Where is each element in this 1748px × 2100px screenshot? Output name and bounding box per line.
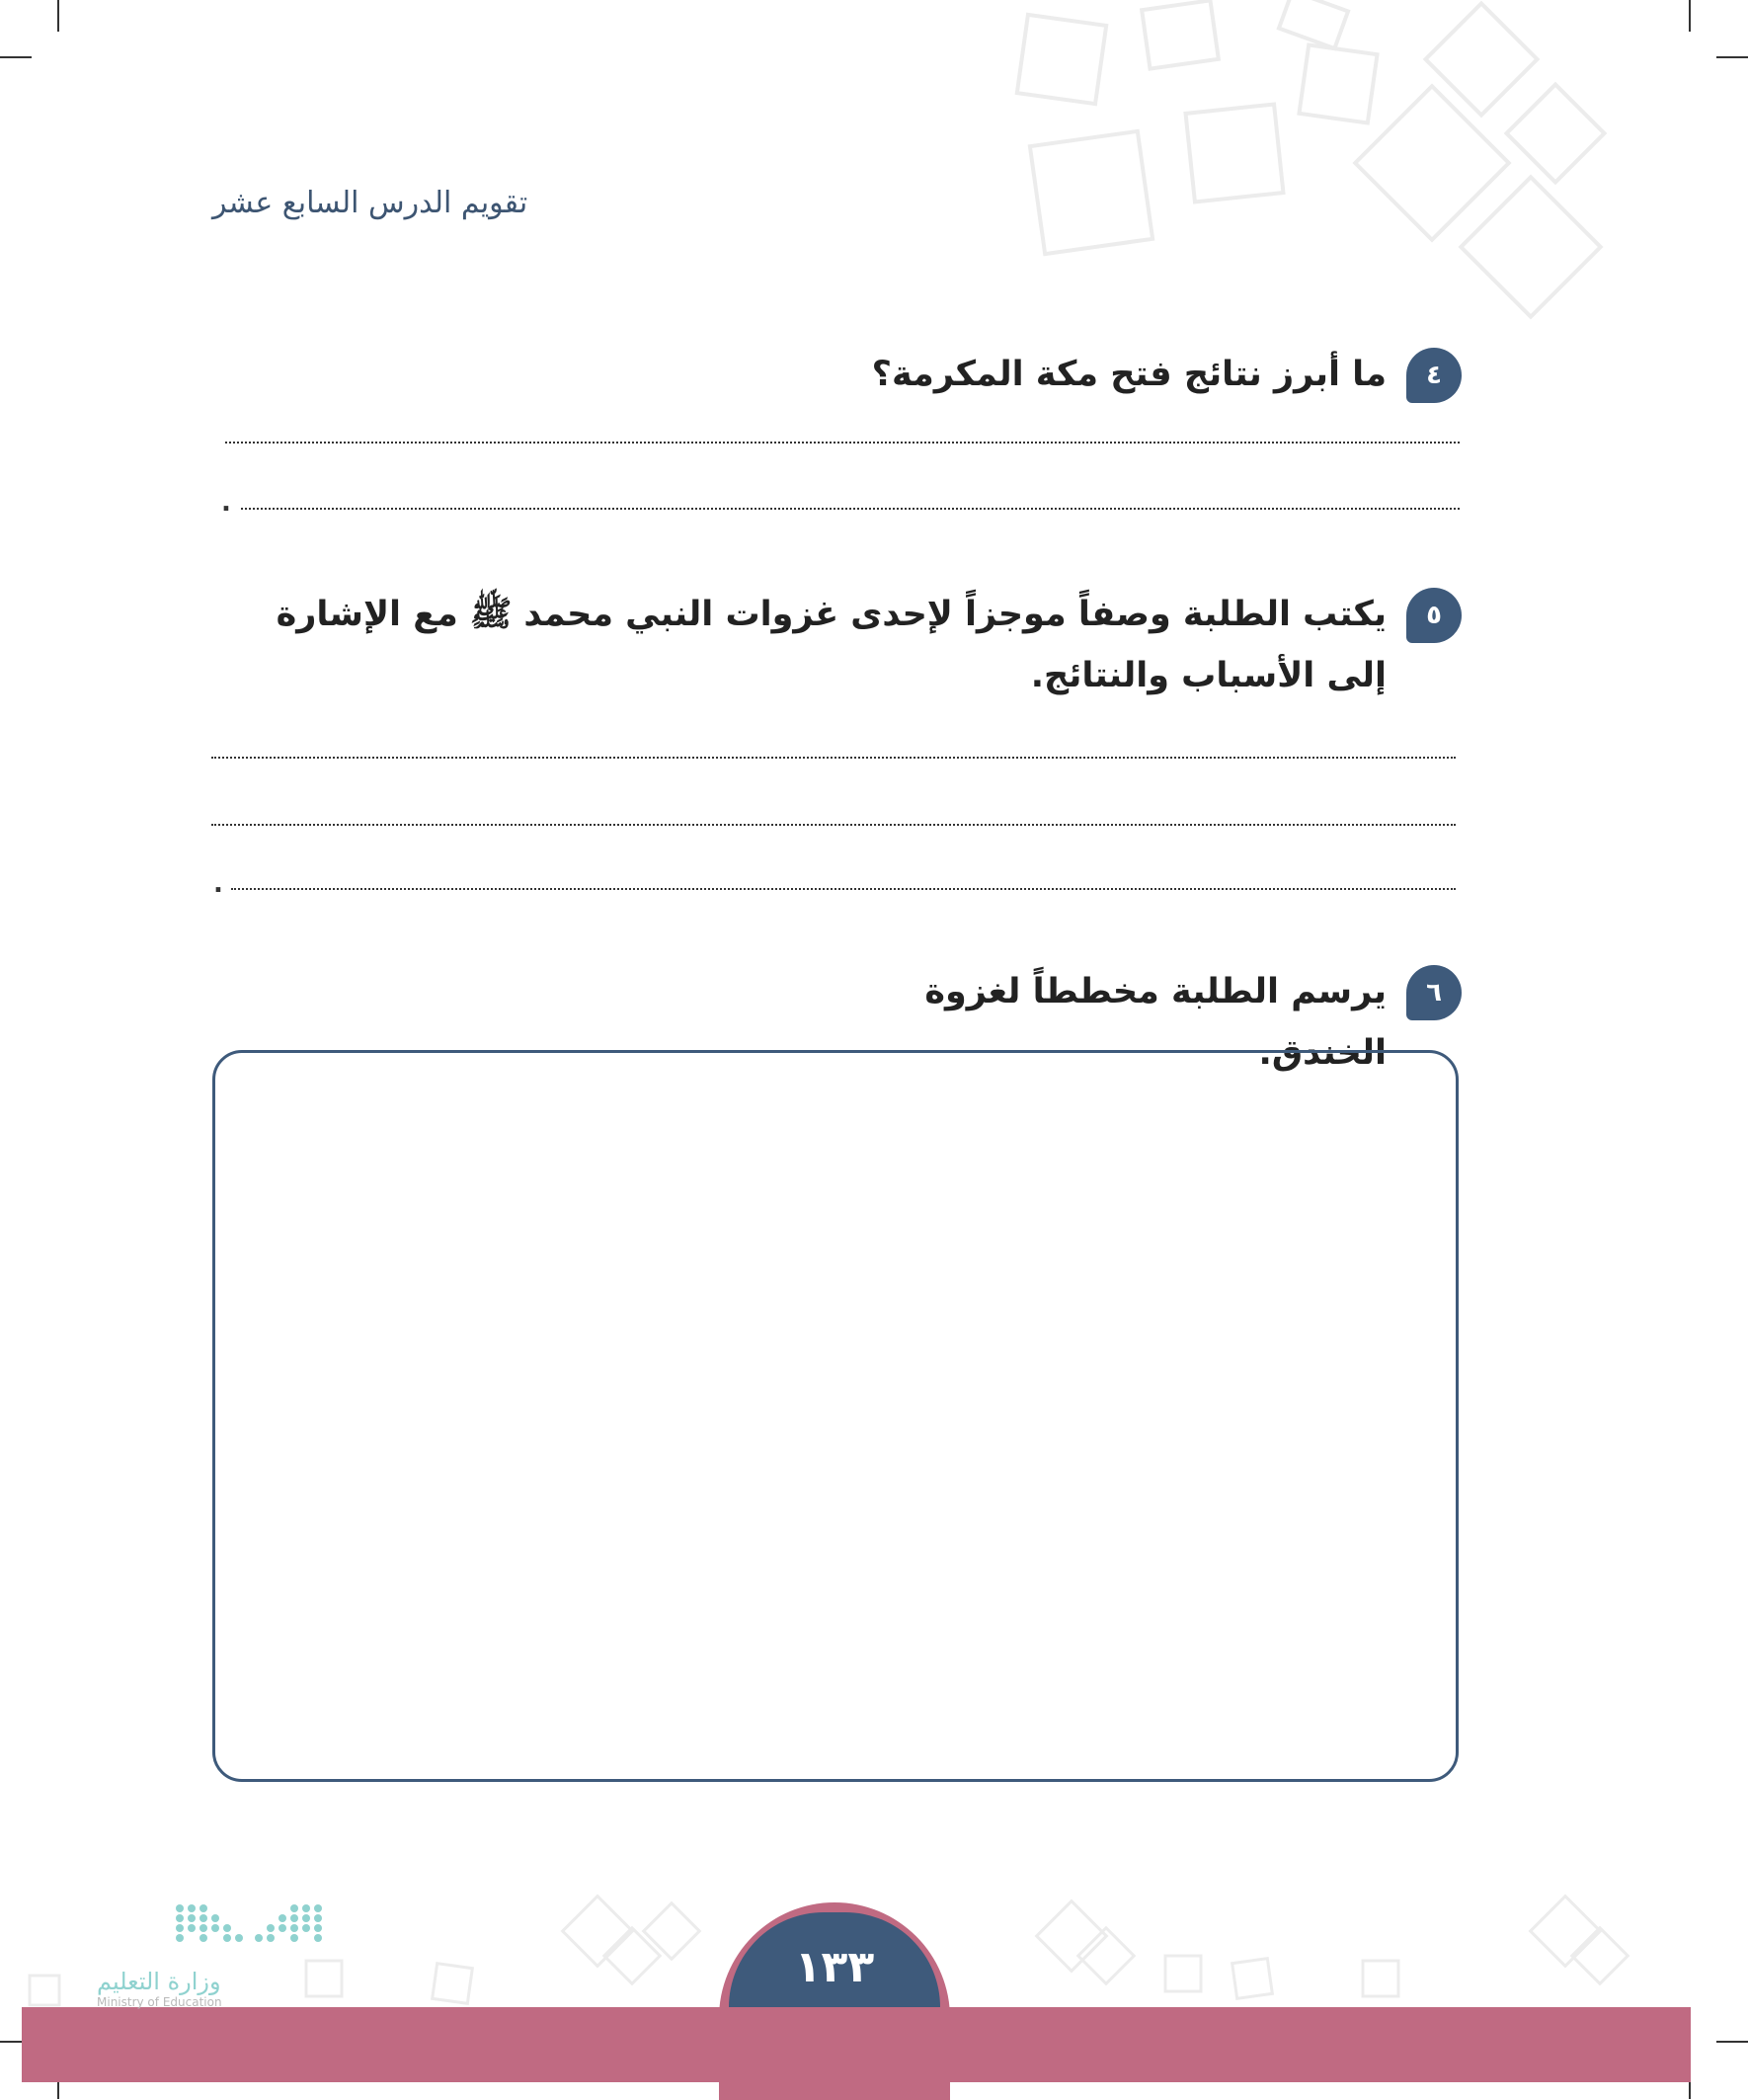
line-end-mark: . <box>213 869 223 899</box>
question-5 <box>221 588 1462 706</box>
question-text: يرسم الطلبة مخططاً لغزوة الخندق. <box>924 972 1387 1073</box>
ministry-logo-subtext: Ministry of Education <box>97 1995 222 2009</box>
answer-line[interactable] <box>241 508 1460 510</box>
question-4 <box>794 348 1462 405</box>
page-number: ١٣٣ <box>794 1941 875 1992</box>
question-text: يكتب الطلبة وصفاً موجزاً لإحدى غزوات النبي محمد ﷺ مع الإشارة إلى الأسباب والنتائج. <box>276 595 1387 695</box>
ministry-logo-icon <box>97 1897 334 1966</box>
answer-line[interactable] <box>231 888 1456 890</box>
crop-mark <box>1716 2041 1748 2043</box>
answer-line[interactable] <box>225 442 1460 444</box>
answer-line[interactable] <box>211 757 1456 759</box>
question-text: ما أبرز نتائج فتح مكة المكرمة؟ <box>871 355 1387 394</box>
page-number-badge <box>729 1912 940 2007</box>
question-number-badge: ٤ <box>1406 348 1462 403</box>
ministry-logo-text: وزارة التعليم <box>97 1968 221 1995</box>
line-end-mark: . <box>221 488 231 518</box>
question-number-badge: ٥ <box>1406 588 1462 643</box>
crop-mark <box>1716 56 1748 58</box>
crop-mark <box>0 56 32 58</box>
lesson-review-title: تقويم الدرس السابع عشر <box>212 186 528 220</box>
ministry-logo <box>97 1897 334 2009</box>
question-number-badge: ٦ <box>1406 965 1462 1020</box>
crop-mark <box>1689 0 1691 32</box>
answer-line[interactable] <box>211 824 1456 826</box>
drawing-area[interactable] <box>212 1050 1459 1782</box>
crop-mark <box>57 0 59 32</box>
